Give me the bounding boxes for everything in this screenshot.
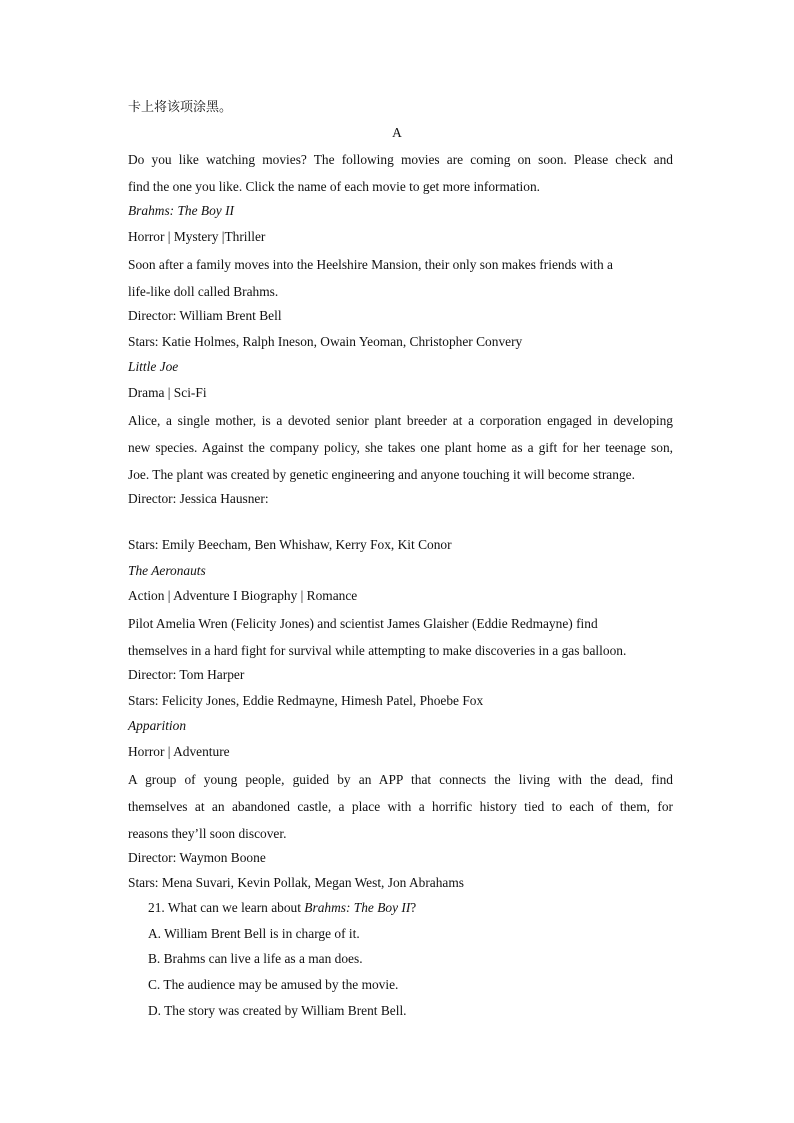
movie-desc-line: new species. Against the company policy, she takes one plant home as a gift for her teenage son, <box>128 440 673 455</box>
movie-title-little-joe[interactable]: Little Joe <box>128 359 179 374</box>
header-note: 卡上将该项涂黑。 <box>128 100 233 115</box>
movie-director: Director: Jessica Hausner: <box>128 491 269 506</box>
intro-line-2: find the one you like. Click the name of each movie to get more information. <box>128 179 541 194</box>
movie-desc-line: A group of young people, guided by an APP that connects the living with the dead, find <box>128 772 673 787</box>
movie-desc-line: Alice, a single mother, is a devoted senior plant breeder at a corporation engaged in developing <box>128 413 673 428</box>
movie-stars: Stars: Katie Holmes, Ralph Ineson, Owain Yeoman, Christopher Convery <box>128 334 523 349</box>
section-letter: A <box>392 125 402 140</box>
question-option-d[interactable]: D. The story was created by William Brent Bell. <box>148 1003 407 1018</box>
movie-genre: Drama | Sci-Fi <box>128 385 207 400</box>
movie-desc-line: themselves at an abandoned castle, a place with a horrific history tied to each of them, for <box>128 799 673 814</box>
movie-title-apparition[interactable]: Apparition <box>128 718 187 733</box>
movie-desc-line: Soon after a family moves into the Heelshire Mansion, their only son makes friends with a <box>128 257 613 272</box>
movie-stars: Stars: Emily Beecham, Ben Whishaw, Kerry Fox, Kit Conor <box>128 537 452 552</box>
movie-stars: Stars: Felicity Jones, Eddie Redmayne, Himesh Patel, Phoebe Fox <box>128 693 484 708</box>
movie-desc-line: Joe. The plant was created by genetic engineering and anyone touching it will become strange. <box>128 467 635 482</box>
movie-desc-line: themselves in a hard fight for survival while attempting to make discoveries in a gas balloon. <box>128 643 627 658</box>
movie-genre: Horror | Adventure <box>128 744 230 759</box>
intro-line-1: Do you like watching movies? The following movies are coming on soon. Please check and <box>128 152 673 167</box>
question-title: Brahms: The Boy II <box>304 900 411 915</box>
question-option-c[interactable]: C. The audience may be amused by the movie. <box>148 977 399 992</box>
question-prefix: 21. What can we learn about <box>148 900 305 915</box>
movie-desc-line: Pilot Amelia Wren (Felicity Jones) and scientist James Glaisher (Eddie Redmayne) find <box>128 616 598 631</box>
movie-desc-line: life-like doll called Brahms. <box>128 284 279 299</box>
movie-stars: Stars: Mena Suvari, Kevin Pollak, Megan West, Jon Abrahams <box>128 875 465 890</box>
question-option-b[interactable]: B. Brahms can live a life as a man does. <box>148 951 363 966</box>
movie-director: Director: Tom Harper <box>128 667 245 682</box>
movie-genre: Horror | Mystery |Thriller <box>128 229 266 244</box>
movie-genre: Action | Adventure I Biography | Romance <box>128 588 358 603</box>
question-option-a[interactable]: A. William Brent Bell is in charge of it. <box>148 926 360 941</box>
question-stem <box>148 899 693 917</box>
question-suffix: ? <box>410 900 417 915</box>
movie-director: Director: William Brent Bell <box>128 308 282 323</box>
movie-title-brahms[interactable]: Brahms: The Boy II <box>128 203 234 218</box>
movie-title-aeronauts[interactable]: The Aeronauts <box>128 563 206 578</box>
movie-desc-line: reasons they’ll soon discover. <box>128 826 287 841</box>
movie-director: Director: Waymon Boone <box>128 850 266 865</box>
